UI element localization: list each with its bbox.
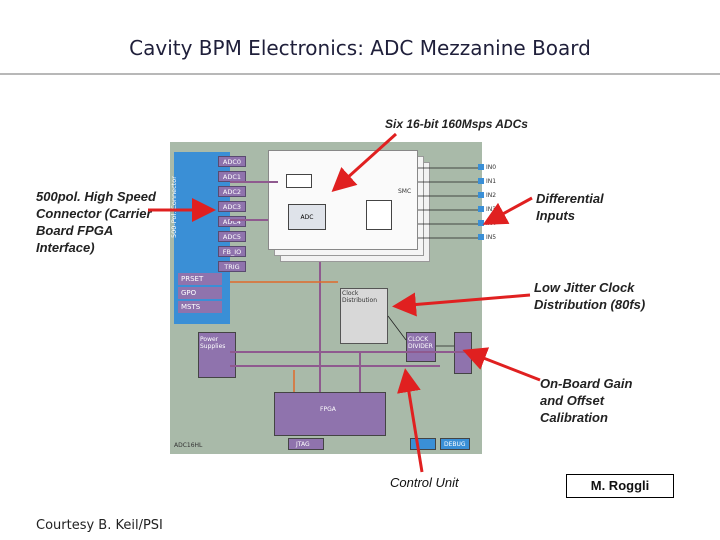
adc-tag-3: ADC3 xyxy=(218,201,246,212)
footer-credit: Courtesy B. Keil/PSI xyxy=(36,518,163,533)
signal-msts: MSTS xyxy=(178,301,222,313)
title-divider xyxy=(0,73,720,75)
adc-tag-0: ADC0 xyxy=(218,156,246,167)
adc-tag-2: ADC2 xyxy=(218,186,246,197)
signal-trig: TRIG xyxy=(218,261,246,272)
signal-prset: PRSET xyxy=(178,273,222,285)
clock-osc-label: Clock Distribution xyxy=(342,290,378,304)
board-name: ADC16HL xyxy=(174,442,203,449)
power-supply-label: Power Supplies xyxy=(200,336,226,350)
signal-fb-io: FB_IO xyxy=(218,246,246,257)
input-label-4: IN4 xyxy=(486,220,497,227)
callout-inputs: Differential Inputs xyxy=(536,191,604,223)
fpga-label: FPGA xyxy=(320,406,336,413)
signal-gpo: GPO xyxy=(178,287,222,299)
adc-chip: ADC xyxy=(288,204,326,230)
board-wiring xyxy=(170,142,482,454)
clock-divider-label: CLOCK DIVIDER xyxy=(408,336,433,350)
input-label-0: IN0 xyxy=(486,164,497,171)
callout-connector: 500pol. High Speed Connector (Carrier Board FPGA Interface) xyxy=(36,189,156,255)
input-label-3: IN3 xyxy=(486,206,497,213)
input-label-1: IN1 xyxy=(486,178,497,185)
callout-clock: Low Jitter Clock Distribution (80fs) xyxy=(534,280,646,312)
callout-calibration: On-Board Gain and Offset Calibration xyxy=(540,376,633,425)
slide-title: Cavity BPM Electronics: ADC Mezzanine Board xyxy=(129,36,591,60)
adc-tag-4: ADC4 xyxy=(218,216,246,227)
author-box: M. Roggli xyxy=(566,474,674,498)
debug-label: DEBUG xyxy=(444,441,466,448)
input-label-2: IN2 xyxy=(486,192,497,199)
input-label-5: IN5 xyxy=(486,234,497,241)
adc-tag-5: ADC5 xyxy=(218,231,246,242)
adc-mezzanine-board xyxy=(170,142,497,454)
smc-label: SMC xyxy=(398,188,412,195)
callout-control: Control Unit xyxy=(390,475,459,490)
callout-adcs: Six 16-bit 160Msps ADCs xyxy=(385,117,528,131)
adc-tag-1: ADC1 xyxy=(218,171,246,182)
connector-label: 500-Pol. Connector xyxy=(170,176,178,238)
jtag-label: JTAG xyxy=(296,441,310,448)
